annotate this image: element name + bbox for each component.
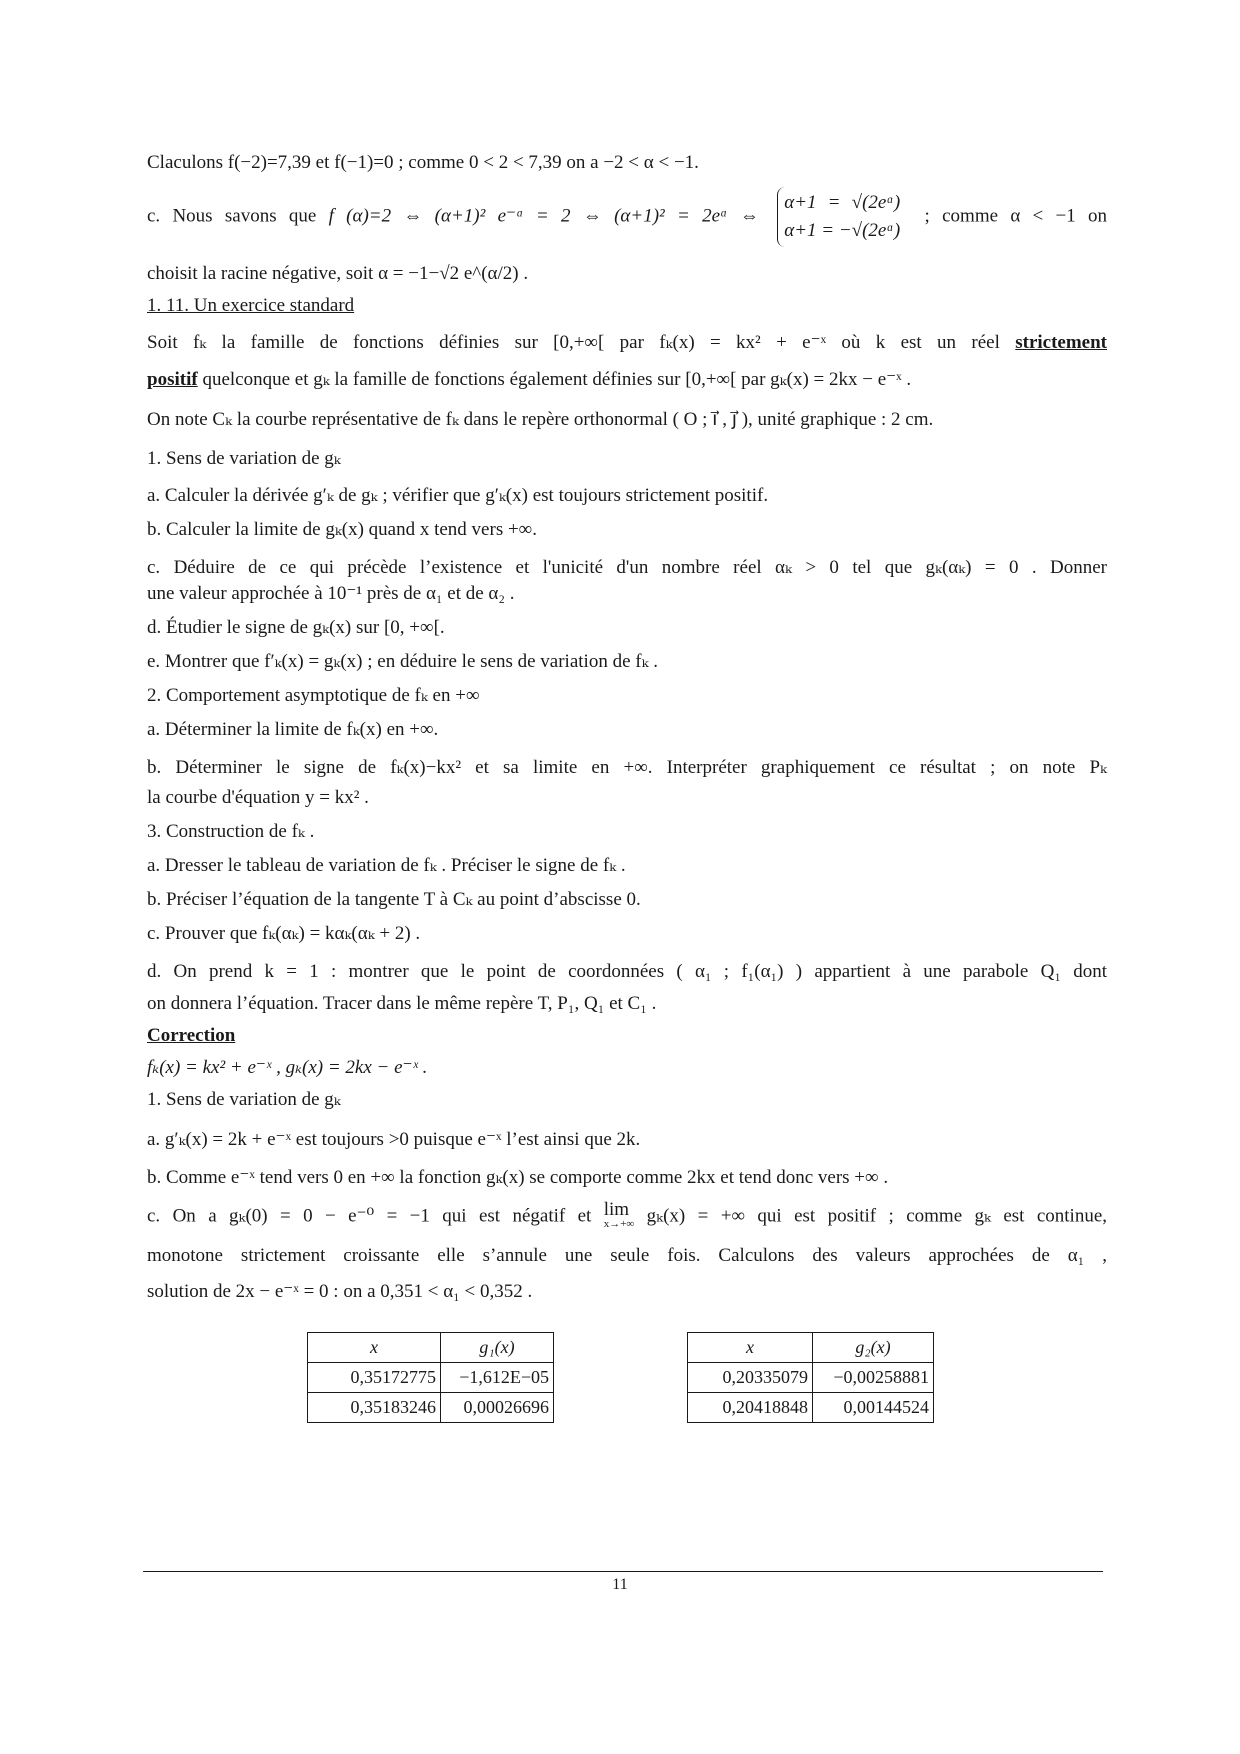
question-3d-line-1: d. On prend k = 1 : montrer que le point de coordonnées ( α₁ ; f₁(α₁) ) appartient à une parabole Q₁ dont: [147, 961, 1107, 982]
page-content: [147, 150, 1107, 1305]
correction-c-line-2: monotone strictement croissante elle s’annule une seule fois. Calculons des valeurs approchées de α₁ ,: [147, 1245, 1107, 1266]
limit-notation: [603, 1199, 635, 1231]
paragraph-1-text: Soit fₖ la famille de fonctions définies sur [0,+∞[ par fₖ(x) = kx² + e⁻ˣ où k est un réel: [147, 332, 1000, 353]
correction-c-start: c. On a gₖ(0) = 0 − e⁻⁰ = −1 qui est négatif et: [147, 1205, 592, 1227]
question-1e: e. Montrer que f′ₖ(x) = gₖ(x) ; en déduire le sens de variation de fₖ .: [147, 651, 659, 672]
correction-definitions: fₖ(x) = kx² + e⁻ˣ , gₖ(x) = 2kx − e⁻ˣ .: [147, 1057, 428, 1078]
emphasis-positif: positif: [147, 369, 198, 390]
question-3c: c. Prouver que fₖ(αₖ) = kαₖ(αₖ + 2) .: [147, 923, 421, 944]
exercise-paragraph-2: [147, 367, 1107, 393]
table-cell: 0,20418848: [688, 1393, 813, 1423]
question-1b: b. Calculer la limite de gₖ(x) quand x tend vers +∞.: [147, 519, 537, 540]
intro-line-2-end: ; comme α < −1 on: [924, 205, 1108, 227]
correction-c-line-3: solution de 2x − e⁻ˣ = 0 : on a 0,351 < α₁ < 0,352 .: [147, 1281, 533, 1302]
table-header-cell: g₁(x): [441, 1333, 554, 1363]
table-cell: 0,20335079: [688, 1363, 813, 1393]
question-1c-line-2: une valeur approchée à 10⁻¹ près de α₁ et de α₂ .: [147, 583, 515, 604]
table-cell: 0,35183246: [308, 1393, 441, 1423]
table-cell: 0,00026696: [441, 1393, 554, 1423]
table-header-cell: x: [688, 1333, 813, 1363]
system-eq-2: α+1 = −√(2eᵅ): [784, 220, 901, 241]
question-3-heading: 3. Construction de fₖ .: [147, 821, 315, 842]
table-cell: 0,35172775: [308, 1363, 441, 1393]
table-cell: −0,00258881: [813, 1363, 934, 1393]
correction-title: Correction: [147, 1025, 236, 1046]
table-cell: −1,612E−05: [441, 1363, 554, 1393]
intro-equivalence: f (α)=2 ⇔ (α+1)² e⁻ᵅ = 2 ⇔ (α+1)² = 2eᵅ ⇔: [328, 205, 759, 227]
correction-b: b. Comme e⁻ˣ tend vers 0 en +∞ la fonction gₖ(x) se comporte comme 2kx et tend donc vers +∞ .: [147, 1167, 889, 1188]
intro-line-3: choisit la racine négative, soit α = −1−√2 e^(α/2) .: [147, 263, 529, 284]
question-1-heading: 1. Sens de variation de gₖ: [147, 448, 341, 469]
intro-line-1: Claculons f(−2)=7,39 et f(−1)=0 ; comme 0 < 2 < 7,39 on a −2 < α < −1.: [147, 152, 699, 173]
exercise-paragraph-3: On note Cₖ la courbe représentative de fₖ dans le repère orthonormal ( O ; i⃗ , j⃗ ), unité graphique : 2 cm.: [147, 409, 934, 430]
table-row: [308, 1393, 554, 1423]
table-header-row: [688, 1333, 934, 1363]
table-header-cell: x: [308, 1333, 441, 1363]
system-eq-1: α+1 = √(2eᵅ): [784, 192, 901, 213]
values-tables: [307, 1332, 947, 1442]
table-row: [308, 1363, 554, 1393]
question-3a: a. Dresser le tableau de variation de fₖ . Préciser le signe de fₖ .: [147, 855, 626, 876]
question-3b: b. Préciser l’équation de la tangente T à Cₖ au point d’abscisse 0.: [147, 889, 641, 910]
correction-c-end: gₖ(x) = +∞ qui est positif ; comme gₖ est continue,: [646, 1205, 1108, 1227]
question-1a: a. Calculer la dérivée g′ₖ de gₖ ; vérifier que g′ₖ(x) est toujours strictement positif.: [147, 485, 769, 506]
intro-line-2: [147, 187, 1107, 247]
table-row: [688, 1393, 934, 1423]
question-2a: a. Déterminer la limite de fₖ(x) en +∞.: [147, 719, 439, 740]
question-2b-line-2: la courbe d'équation y = kx² .: [147, 787, 369, 808]
emphasis-strictement: strictement: [1015, 332, 1107, 353]
correction-c-line-1: [147, 1199, 1108, 1231]
question-2-heading: 2. Comportement asymptotique de fₖ en +∞: [147, 685, 480, 706]
question-1d: d. Étudier le signe de gₖ(x) sur [0, +∞[.: [147, 617, 445, 638]
table-g2: [687, 1332, 934, 1423]
table-g1: [307, 1332, 554, 1423]
limit-subscript: x→+∞: [603, 1218, 635, 1230]
table-header-cell: g₂(x): [813, 1333, 934, 1363]
table-header-row: [308, 1333, 554, 1363]
correction-section-1: 1. Sens de variation de gₖ: [147, 1089, 341, 1110]
question-1c-line-1: c. Déduire de ce qui précède l’existence et l'unicité d'un nombre réel αₖ > 0 tel que gₖ(αₖ) = 0 . Donner: [147, 557, 1107, 578]
intro-line-2-start: c. Nous savons que: [147, 205, 317, 227]
table-cell: 0,00144524: [813, 1393, 934, 1423]
paragraph-2-text: quelconque et gₖ la famille de fonctions également définies sur [0,+∞[ par gₖ(x) = 2kx − e⁻ˣ .: [202, 369, 912, 390]
footer-divider: [143, 1571, 1103, 1572]
equation-system: [777, 187, 906, 247]
table-row: [688, 1363, 934, 1393]
question-3d-line-2: on donnera l’équation. Tracer dans le même repère T, P₁, Q₁ et C₁ .: [147, 993, 657, 1014]
exercise-paragraph-1: [147, 330, 1107, 356]
correction-a: a. g′ₖ(x) = 2k + e⁻ˣ est toujours >0 puisque e⁻ˣ l’est ainsi que 2k.: [147, 1129, 641, 1150]
page-number: 11: [612, 1576, 628, 1593]
limit-label: lim: [603, 1199, 630, 1220]
exercise-title: 1. 11. Un exercice standard: [147, 295, 355, 316]
question-2b-line-1: b. Déterminer le signe de fₖ(x)−kx² et sa limite en +∞. Interpréter graphiquement ce résultat ; on note Pₖ: [147, 757, 1107, 778]
